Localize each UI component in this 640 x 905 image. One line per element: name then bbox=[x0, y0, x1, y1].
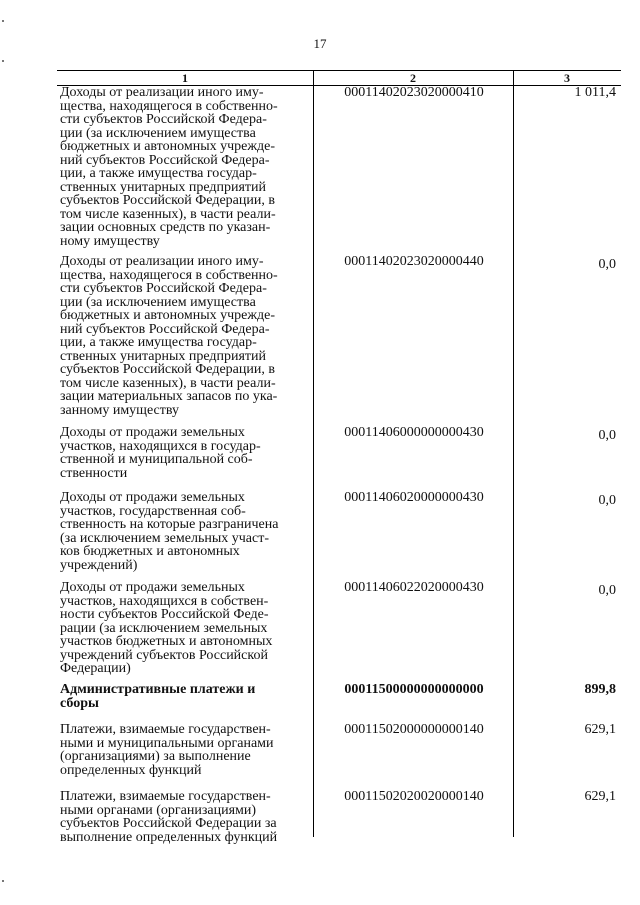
row-name: Доходы от продажи земельных участков, находящихся в собствен- ности субъектов Российской Феде- рации (за исключением земельных участков бюджетных и автономных учреждений субъектов Российской Федерации) bbox=[60, 580, 273, 676]
header-col-1: 1 bbox=[182, 71, 188, 85]
row-value: 629,1 bbox=[584, 789, 616, 804]
row-value: 1 011,4 bbox=[574, 85, 616, 100]
row-code: 00011402023020000440 bbox=[344, 254, 484, 269]
table-row bbox=[57, 683, 621, 723]
table-row bbox=[57, 581, 621, 683]
table-row bbox=[57, 723, 621, 790]
table-row bbox=[57, 86, 621, 255]
row-name: Доходы от продажи земельных участков, находящихся в государ- ственной и муниципальной соб- ственности bbox=[60, 425, 261, 481]
row-name: Доходы от реализации иного иму- щества, находящегося в собственно- сти субъектов Российской Федера- ции (за исключением имущества бюджетных и автономных учрежде- ний субъектов Российской Федера- ции, а также имущества государ- ственных унитарных предприятий субъектов Российской Федерации, в том числе казенных), в части реали- зации материальных запасов по ука- занному имуществу bbox=[60, 254, 278, 418]
scan-mark bbox=[2, 20, 4, 22]
table-row bbox=[57, 491, 621, 581]
table-row bbox=[57, 255, 621, 426]
row-name: Платежи, взимаемые государствен- ными органами (организациями) субъектов Российской Федерации за выполнение определенных функций bbox=[60, 789, 278, 845]
row-name: Административные платежи и сборы bbox=[60, 682, 256, 711]
scan-mark bbox=[2, 880, 4, 882]
row-code: 00011500000000000000 bbox=[344, 682, 484, 697]
row-value: 899,8 bbox=[584, 682, 616, 697]
row-code: 00011502020020000140 bbox=[344, 789, 484, 804]
table-row bbox=[57, 790, 621, 850]
row-value: 0,0 bbox=[598, 257, 616, 272]
row-value: 629,1 bbox=[584, 722, 616, 737]
revenue-table bbox=[57, 70, 621, 850]
page-number: 17 bbox=[313, 36, 327, 51]
table-header-row bbox=[57, 71, 621, 86]
row-value: 0,0 bbox=[598, 493, 616, 508]
row-code: 00011406000000000430 bbox=[344, 425, 484, 440]
row-code: 00011406020000000430 bbox=[344, 490, 484, 505]
row-code: 00011402023020000410 bbox=[344, 85, 484, 100]
header-col-2: 2 bbox=[410, 71, 416, 85]
row-name: Доходы от реализации иного иму- щества, находящегося в собственно- сти субъектов Российской Федера- ции (за исключением имущества бюджетных и автономных учрежде- ний субъектов Российской Федера- ции, а также имущества государ- ственных унитарных предприятий субъектов Российской Федерации, в том числе казенных), в части реали- зации основных средств по указан- ному имуществу bbox=[60, 85, 278, 249]
row-value: 0,0 bbox=[598, 428, 616, 443]
row-name: Платежи, взимаемые государствен- ными и муниципальными органами (организациями) за выполнение определенных функций bbox=[60, 722, 274, 778]
row-code: 00011502000000000140 bbox=[344, 722, 484, 737]
scan-mark bbox=[2, 60, 4, 62]
table-row bbox=[57, 426, 621, 491]
header-col-3: 3 bbox=[564, 71, 570, 85]
row-name: Доходы от продажи земельных участков, государственная соб- ственность на которые разграничена (за исключением земельных участ- ков бюджетных и автономных учреждений) bbox=[60, 490, 279, 573]
row-code: 00011406022020000430 bbox=[344, 580, 484, 595]
row-value: 0,0 bbox=[598, 583, 616, 598]
